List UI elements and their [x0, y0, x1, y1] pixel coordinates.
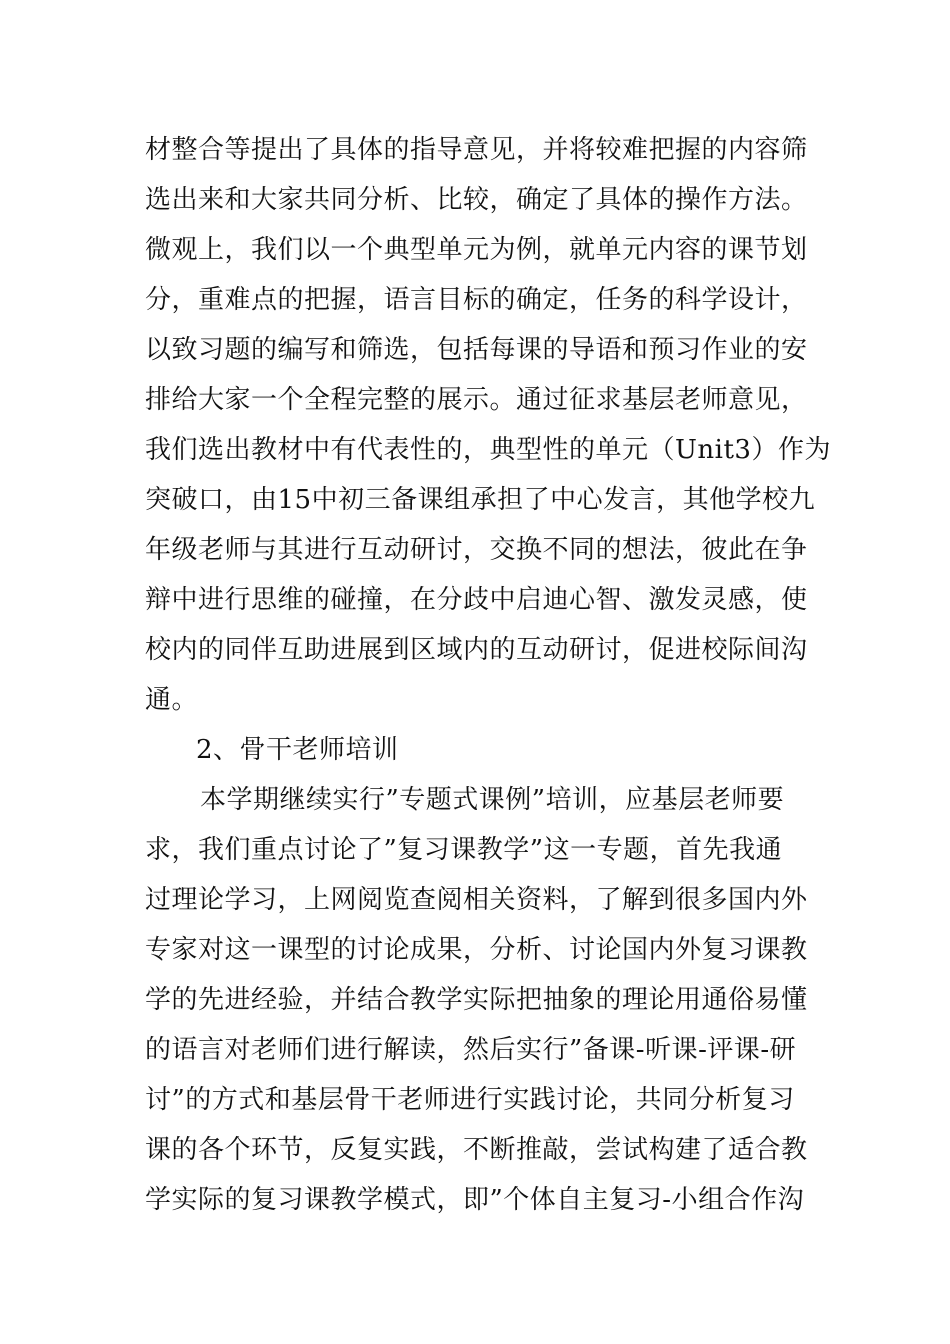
paragraph-line: 突破口，由15中初三备课组承担了中心发言，其他学校九 [145, 485, 816, 515]
paragraph-line: 年级老师与其进行互动研讨，交换不同的想法，彼此在争 [145, 535, 808, 565]
paragraph-line: 讨”的方式和基层骨干老师进行实践讨论，共同分析复习 [145, 1085, 795, 1115]
paragraph-line: 我们选出教材中有代表性的，典型性的单元（Unit3）作为 [145, 435, 831, 465]
paragraph-line: 学实际的复习课教学模式，即”个体自主复习-小组合作沟 [145, 1185, 805, 1215]
paragraph-line: 分，重难点的把握，语言目标的确定，任务的科学设计， [145, 285, 808, 315]
paragraph-line: 求，我们重点讨论了”复习课教学”这一专题，首先我通 [145, 835, 783, 865]
paragraph-line: 专家对这一课型的讨论成果，分析、讨论国内外复习课教 [145, 935, 808, 965]
section-heading: 2、骨干老师培训 [196, 735, 399, 765]
paragraph-line: 以致习题的编写和筛选，包括每课的导语和预习作业的安 [145, 335, 808, 365]
paragraph-line: 通。 [145, 685, 199, 715]
paragraph-line: 的语言对老师们进行解读，然后实行”备课-听课-评课-研 [145, 1035, 797, 1065]
paragraph-line: 本学期继续实行”专题式课例”培训，应基层老师要 [200, 785, 785, 815]
paragraph-line: 学的先进经验，并结合教学实际把抽象的理论用通俗易懂 [145, 985, 808, 1015]
paragraph-line: 选出来和大家共同分析、比较，确定了具体的操作方法。 [145, 185, 808, 215]
paragraph-line: 材整合等提出了具体的指导意见，并将较难把握的内容筛 [145, 135, 808, 165]
paragraph-line: 校内的同伴互助进展到区域内的互动研讨，促进校际间沟 [145, 635, 808, 665]
paragraph-line: 课的各个环节，反复实践，不断推敲，尝试构建了适合教 [145, 1135, 808, 1165]
paragraph-line: 过理论学习，上网阅览查阅相关资料，了解到很多国内外 [145, 885, 808, 915]
paragraph-line: 排给大家一个全程完整的展示。通过征求基层老师意见， [145, 385, 808, 415]
paragraph-line: 辩中进行思维的碰撞，在分歧中启迪心智、激发灵感，使 [145, 585, 808, 615]
paragraph-line: 微观上，我们以一个典型单元为例，就单元内容的课节划 [145, 235, 808, 265]
